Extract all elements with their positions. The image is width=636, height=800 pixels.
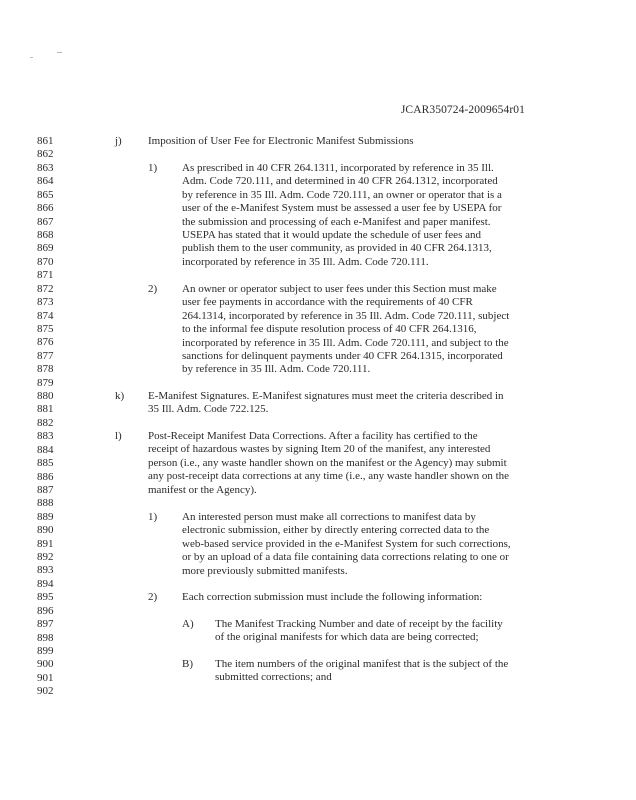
subsection-l1-text [182,511,511,578]
line-number: 896 [37,604,54,617]
subsection-label-l2: 2) [148,591,158,603]
line-number: 898 [37,631,54,644]
line-number: 868 [37,228,54,241]
line-number: 889 [37,510,54,523]
line-number: 893 [37,564,54,577]
item-label-a: A) [182,618,194,630]
text-line: manifest or the Agency). [148,483,257,496]
text-line: electronic submission, either by directly entering corrected data to the [182,524,490,537]
line-number: 882 [37,416,54,429]
section-l-text [148,430,509,497]
scan-speck [57,52,62,53]
text-line: user of the e-Manifest System must be assessed a user fee by USEPA for [182,202,502,215]
text-line: receipt of hazardous wastes by signing Item 20 of the manifest, any interested [148,443,491,456]
text-line: person (i.e., any waste handler shown on the manifest or the Agency) may submit [148,456,507,469]
section-label-j: j) [115,135,122,147]
text-line: USEPA has stated that it would update the schedule of user fees and [182,229,481,242]
line-number: 874 [37,309,54,322]
line-number: 885 [37,457,54,470]
line-number: 894 [37,577,54,590]
line-number: 899 [37,645,54,657]
text-line: Imposition of User Fee for Electronic Manifest Submissions [148,135,414,147]
text-line: Each correction submission must include the following information: [182,591,483,603]
text-line: the submission and processing of each e-Manifest and paper manifest. [182,215,491,228]
line-number: 869 [37,242,54,255]
text-line: An interested person must make all corrections to manifest data by [182,511,476,523]
line-number: 862 [37,148,54,161]
line-number: 870 [37,255,54,268]
text-line: The item numbers of the original manifest that is the subject of the [215,658,509,670]
line-number: 901 [37,671,54,684]
line-number: 875 [37,322,54,335]
line-number: 890 [37,524,54,537]
line-number: 863 [37,161,54,174]
line-number: 861 [37,135,54,147]
text-line: any post-receipt data corrections at any time (i.e., any waste handler shown on the [148,470,510,483]
text-line: or by an upload of a data file containing data corrections relating to one or [182,551,509,564]
item-label-b: B) [182,658,193,670]
line-number: 888 [37,497,54,510]
text-line: 264.1314, incorporated by reference in 35 Ill. Adm. Code 720.111, subject [182,309,510,322]
text-line: Post-Receipt Manifest Data Corrections. After a facility has certified to the [148,430,478,442]
subsection-label-j2: 2) [148,283,158,295]
line-number: 867 [37,215,54,228]
text-line: sanctions for delinquent payments under 40 CFR 264.1315, incorporated [182,350,503,363]
text-line: of the original manifests for which data are being corrected; [215,631,479,644]
line-number: 871 [37,269,54,282]
line-number: 886 [37,470,54,483]
line-number: 879 [37,376,54,389]
text-line: The Manifest Tracking Number and date of receipt by the facility [215,618,503,630]
subsection-j2-text [182,283,509,377]
line-number: 864 [37,175,54,188]
line-number: 895 [37,591,54,604]
text-line: by reference in 35 Ill. Adm. Code 720.111, an owner or operator that is a [182,188,502,201]
line-number: 884 [37,443,54,456]
line-number: 887 [37,483,54,496]
line-number: 872 [37,282,54,295]
text-line: An owner or operator subject to user fees under this Section must make [182,283,497,295]
scan-speck [30,57,33,58]
section-k-text [148,390,504,417]
line-number: 897 [37,618,54,631]
section-label-l: l) [115,430,122,442]
text-line: submitted corrections; and [215,671,332,684]
text-line: by reference in 35 Ill. Adm. Code 720.111. [182,363,371,376]
text-line: Adm. Code 720.111, and determined in 40 CFR 264.1312, incorporated [182,175,498,188]
text-line: more previously submitted manifests. [182,564,348,577]
line-number: 881 [37,403,54,416]
text-line: As prescribed in 40 CFR 264.1311, incorporated by reference in 35 Ill. [182,162,494,174]
subsection-label-j1: 1) [148,162,158,174]
text-line: incorporated by reference in 35 Ill. Adm. Code 720.111, and subject to the [182,336,509,349]
line-number: 877 [37,349,54,362]
line-number: 880 [37,390,54,402]
line-number: 902 [37,685,54,698]
line-number: 883 [37,430,54,443]
text-line: publish them to the user community, as provided in 40 CFR 264.1313, [182,242,492,255]
line-number: 891 [37,537,54,550]
text-line: E-Manifest Signatures. E-Manifest signatures must meet the criteria described in [148,390,504,402]
item-a-text [215,618,503,645]
line-number: 878 [37,363,54,376]
subsection-l2-text [182,591,482,604]
document-id: JCAR350724-2009654r01 [400,104,525,116]
text-line: 35 Ill. Adm. Code 722.125. [148,403,269,416]
line-number: 865 [37,188,54,201]
line-number: 876 [37,336,54,349]
line-number: 900 [37,658,54,671]
line-number: 873 [37,296,54,308]
item-b-text [215,658,508,685]
subsection-j1-text [182,162,502,269]
section-j-heading [148,135,414,148]
line-number: 892 [37,551,54,563]
subsection-label-l1: 1) [148,511,158,523]
text-line: incorporated by reference in 35 Ill. Adm. Code 720.111. [182,255,429,268]
text-line: to the informal fee dispute resolution process of 40 CFR 264.1316, [182,323,477,336]
text-line: user fee payments in accordance with the requirements of 40 CFR [182,296,473,309]
line-number: 866 [37,202,54,215]
section-label-k: k) [115,390,125,402]
text-line: web-based service provided in the e-Manifest System for such corrections, [182,537,511,550]
